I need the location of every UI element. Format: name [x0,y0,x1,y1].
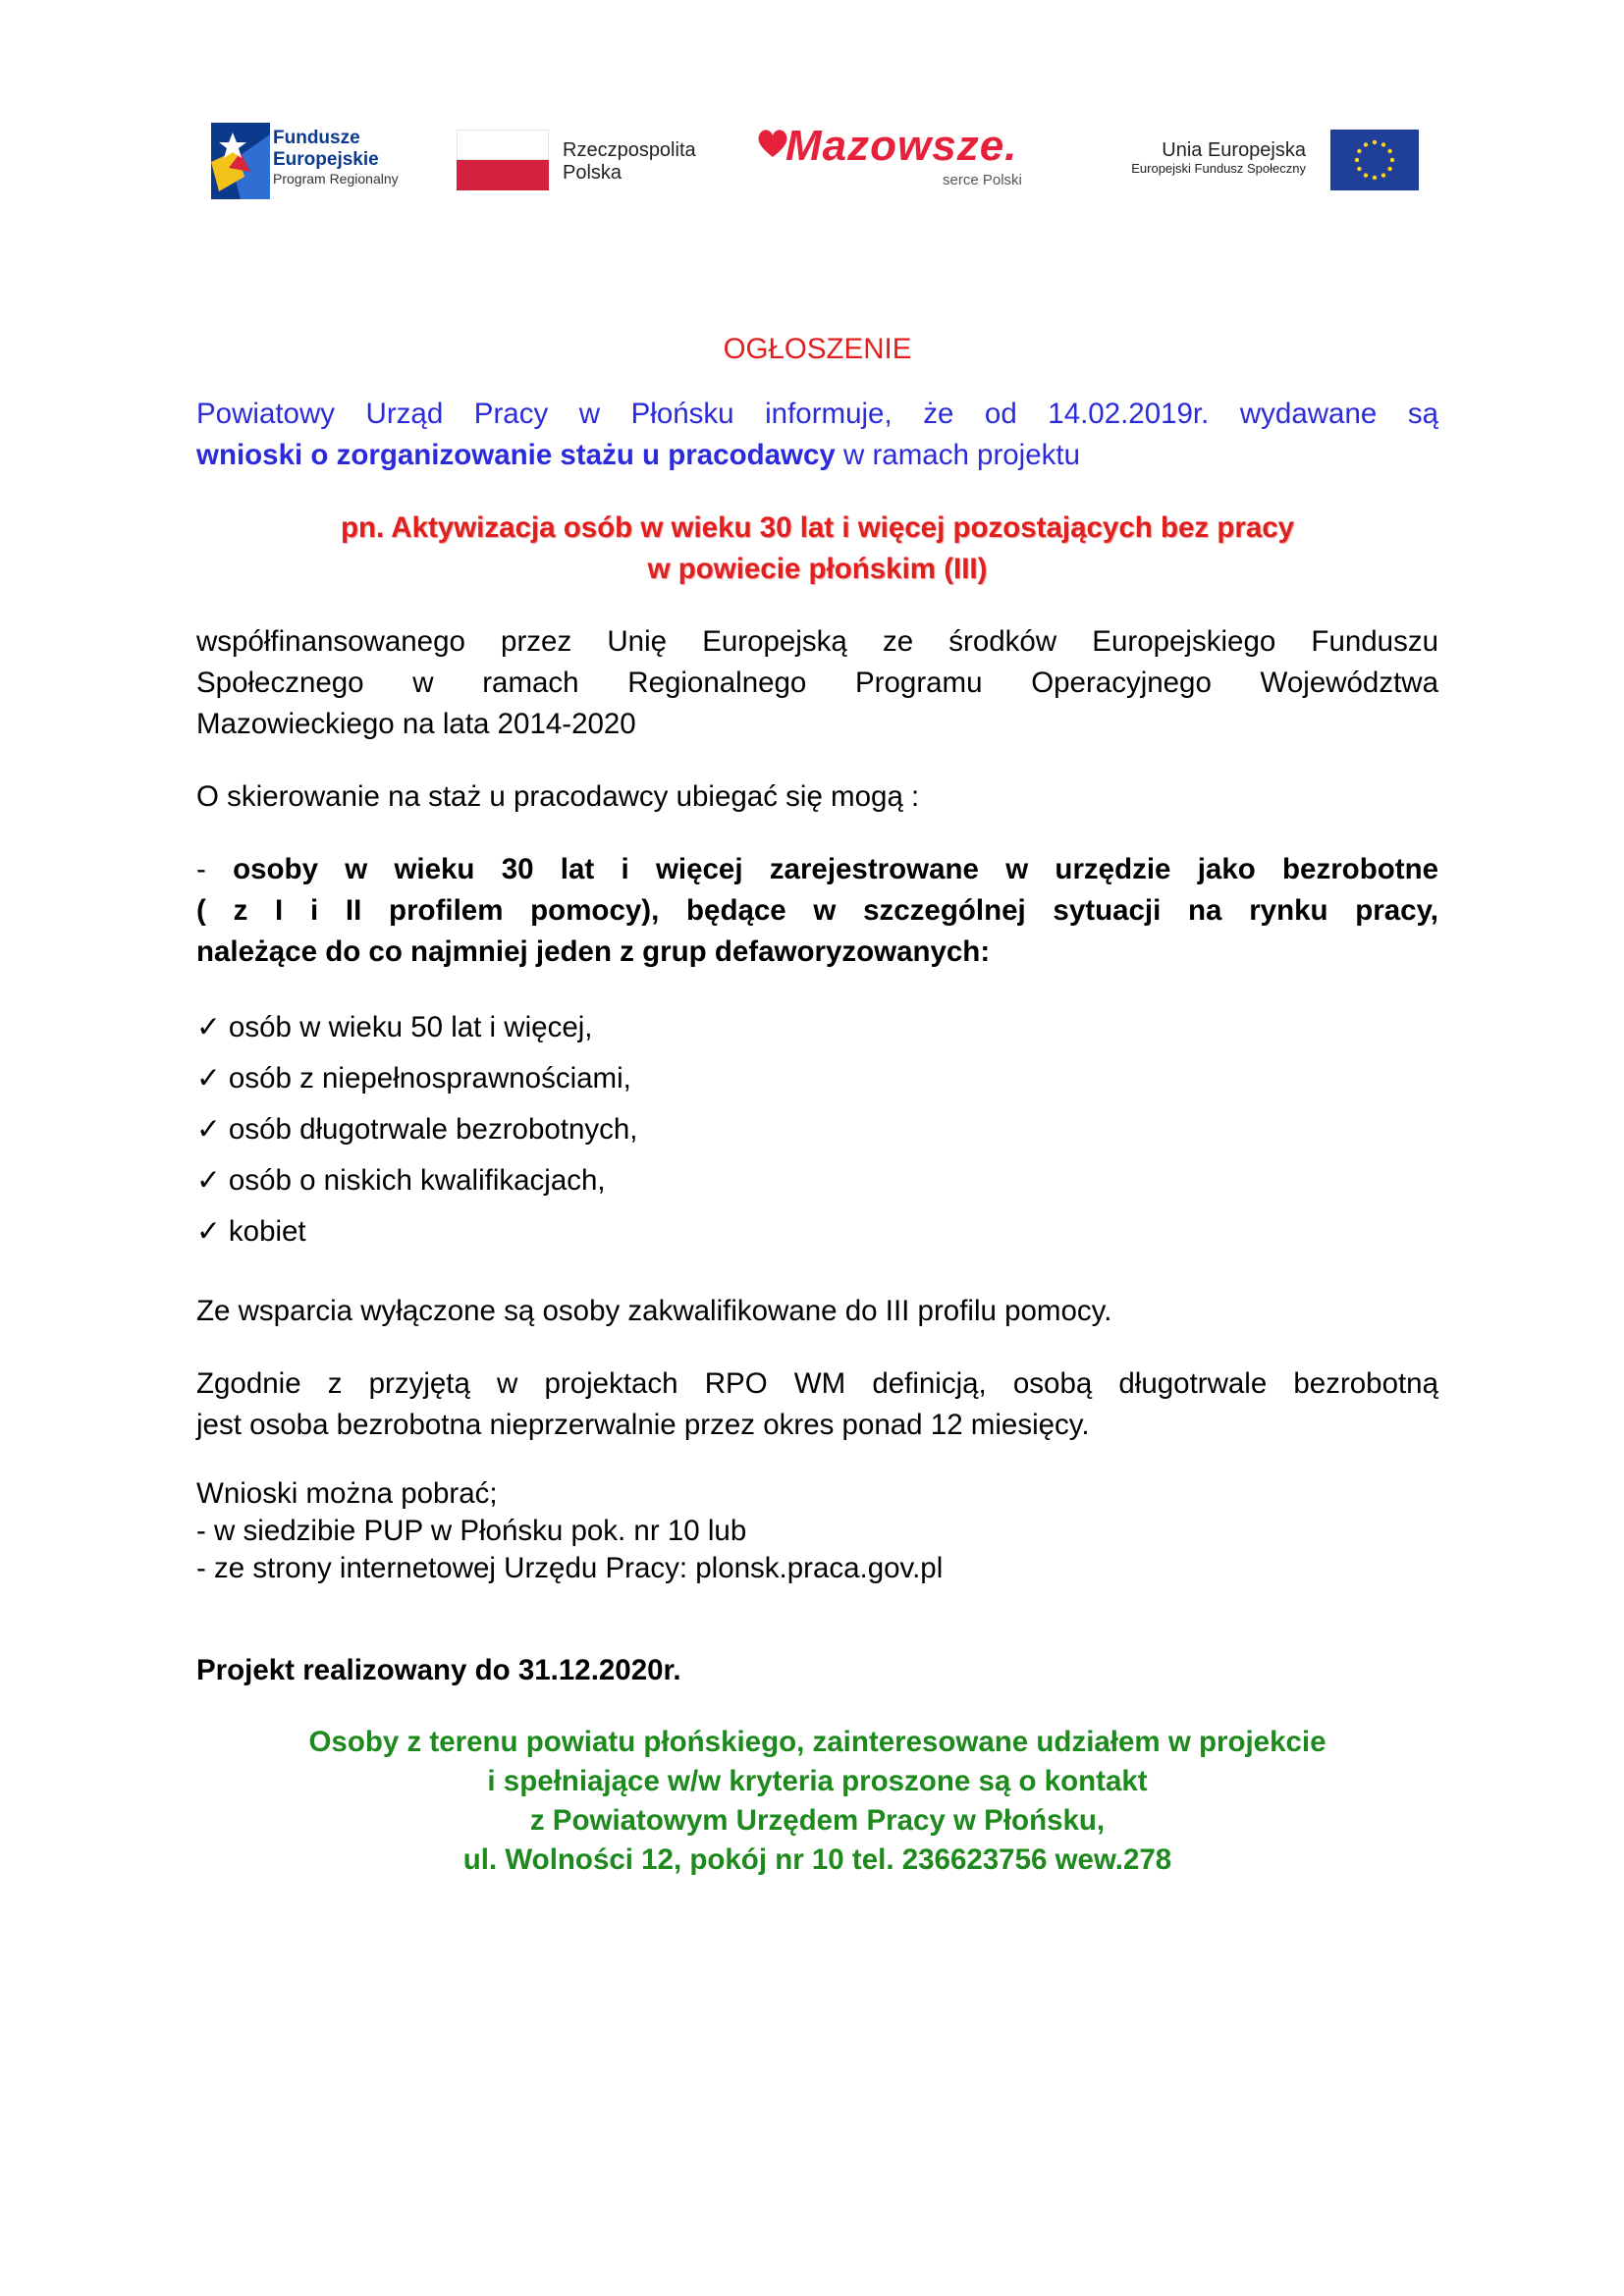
fundusze-europejskie-star-icon [211,123,280,201]
list-item: ✓ osób długotrwale bezrobotnych, [196,1113,638,1146]
project-title-line1: pn. Aktywizacja osób w wieku 30 lat i więcej pozostających bez pracy [340,511,1295,544]
downloads-item1: - w siedzibie PUP w Płońsku pok. nr 10 lub [196,1515,747,1547]
intro-bold: wnioski o zorganizowanie stażu u pracodawcy [196,439,836,471]
ue-line2: Europejski Fundusz Społeczny [1131,161,1306,176]
definition-line2: jest osoba bezrobotna nieprzerwalnie przez okres ponad 12 miesięcy. [196,1409,1090,1441]
eligible-line2: ( z I i II profilem pomocy), będące w szczególnej sytuacji na rynku pracy, [196,894,1438,927]
eligible-line1-wrap [196,849,1438,890]
project-deadline: Projekt realizowany do 31.12.2020r. [196,1654,681,1686]
rzeczpospolita-polska-logo [457,118,722,206]
announcement-body [196,329,1438,1880]
logo-bar [196,118,1424,206]
rp-line1: Rzeczpospolita [563,139,696,161]
eligible-line3: należące do co najmniej jeden z grup defaworyzowanych: [196,935,991,968]
mazowsze-logo [756,118,1080,206]
list-item: ✓ osób w wieku 50 lat i więcej, [196,1011,593,1043]
list-item: ✓ osób o niskich kwalifikacjach, [196,1164,606,1197]
intro-line1: Powiatowy Urząd Pracy w Płońsku informuje, że od 14.02.2019r. wydawane są [196,398,1438,430]
contact-line2: i spełniające w/w kryteria proszone są o kontakt [487,1765,1148,1797]
cofinance-line1: współfinansowanego przez Unię Europejską ze środków Europejskiego Funduszu [196,625,1438,658]
rp-line2: Polska [563,162,623,184]
fe-line1: Fundusze [273,128,360,148]
intro-part2: w ramach projektu [835,439,1080,471]
project-title-line2: w powiecie płońskim (III) [647,553,988,585]
cofinance-line2: Społecznego w ramach Regionalnego Programu Operacyjnego Województwa [196,667,1438,699]
eu-flag-icon [1330,130,1419,190]
fe-line3: Program Regionalny [273,170,399,187]
ue-line1: Unia Europejska [1162,139,1306,161]
downloads-item2: - ze strony internetowej Urzędu Pracy: plonsk.praca.gov.pl [196,1552,944,1584]
groups-list [196,1002,1438,1257]
downloads-title: Wnioski można pobrać; [196,1477,498,1510]
polish-flag-icon [457,130,549,190]
mazowsze-tagline: serce Polski [943,172,1022,188]
contact-line1: Osoby z terenu powiatu płońskiego, zainteresowane udziałem w projekcie [308,1726,1326,1758]
contact-line3: z Powiatowym Urzędem Pracy w Płońsku, [529,1804,1106,1837]
definition-line1: Zgodnie z przyjętą w projektach RPO WM definicją, osobą długotrwale bezrobotną [196,1367,1438,1400]
list-item: ✓ kobiet [196,1215,306,1248]
eligible-dash: - [196,853,234,885]
eligible-line1: osoby w wieku 30 lat i więcej zarejestrowane w urzędzie jako bezrobotne [233,853,1438,885]
contact-line4: ul. Wolności 12, pokój nr 10 tel. 236623756 wew.278 [462,1843,1172,1876]
eligible-intro: O skierowanie na staż u pracodawcy ubiegać się mogą : [196,780,920,813]
unia-europejska-logo [1110,118,1424,206]
intro-paragraph [196,394,1438,476]
page-title: OGŁOSZENIE [723,333,912,365]
cofinance-line3: Mazowieckiego na lata 2014-2020 [196,708,636,740]
list-item: ✓ osób z niepełnosprawnościami, [196,1062,631,1095]
mazowsze-wordmark: Mazowsze. [785,122,1018,170]
mazowsze-heart-icon [756,128,789,159]
fundusze-europejskie-logo [196,118,422,206]
fe-line2: Europejskie [273,148,379,170]
excluded-note: Ze wsparcia wyłączone są osoby zakwalifikowane do III profilu pomocy. [196,1295,1112,1327]
